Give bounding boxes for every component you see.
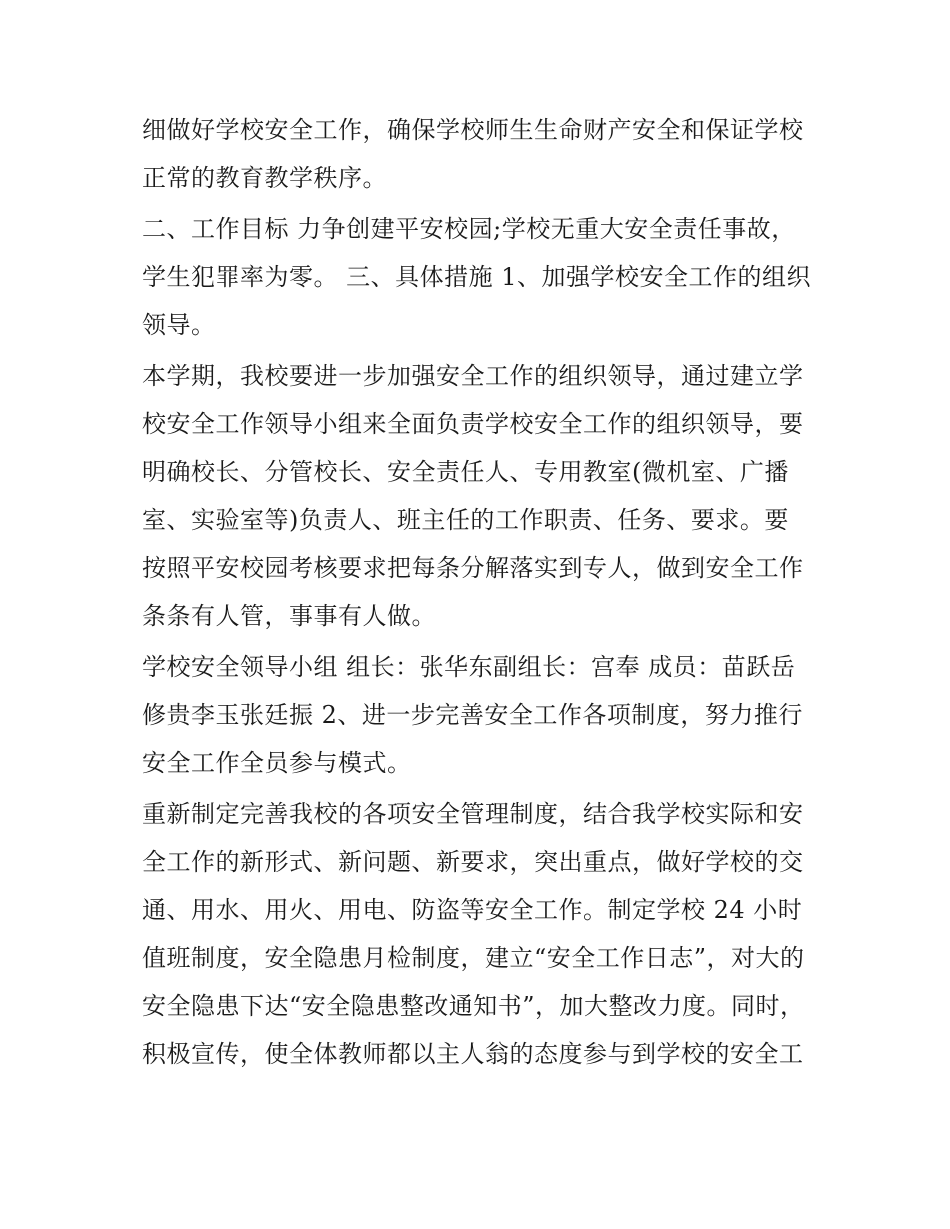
text-line: 积极宣传，使全体教师都以主人翁的态度参与到学校的安全工	[142, 1040, 804, 1068]
paragraph-3	[142, 352, 822, 640]
document-body	[142, 106, 822, 1078]
text-line: 细做好学校安全工作，确保学校师生生命财产安全和保证学校	[142, 116, 804, 144]
text-line: 学校安全领导小组 组长：张华东副组长：宫奉 成员：苗跃岳	[142, 653, 796, 681]
text-line: 重新制定完善我校的各项安全管理制度，结合我学校实际和安	[142, 800, 804, 828]
text-line: 通、用水、用火、用电、防盗等安全工作。制定学校 24 小时	[142, 896, 803, 924]
text-line: 明确校长、分管校长、安全责任人、专用教室(微机室、广播	[142, 458, 789, 486]
text-line: 安全工作全员参与模式。	[142, 749, 412, 777]
text-line: 领导。	[142, 311, 216, 339]
text-line: 室、实验室等)负责人、班主任的工作职责、任务、要求。要	[142, 506, 789, 534]
text-line: 条条有人管，事事有人做。	[142, 602, 436, 630]
text-line: 二、工作目标 力争创建平安校园;学校无重大安全责任事故，	[142, 215, 796, 243]
text-line: 值班制度，安全隐患月检制度，建立“安全工作日志”，对大的	[142, 944, 805, 972]
text-line: 按照平安校园考核要求把每条分解落实到专人，做到安全工作	[142, 554, 804, 582]
paragraph-4	[142, 643, 822, 787]
paragraph-2	[142, 205, 822, 349]
text-line: 修贵李玉张廷振 2、进一步完善安全工作各项制度，努力推行	[142, 701, 803, 729]
text-line: 正常的教育教学秩序。	[142, 164, 387, 192]
text-line: 学生犯罪率为零。 三、具体措施 1、加强学校安全工作的组织	[142, 263, 812, 291]
paragraph-5	[142, 790, 822, 1078]
text-line: 全工作的新形式、新问题、新要求，突出重点，做好学校的交	[142, 848, 804, 876]
text-line: 本学期，我校要进一步加强安全工作的组织领导，通过建立学	[142, 362, 804, 390]
paragraph-1	[142, 106, 822, 202]
text-line: 安全隐患下达“安全隐患整改通知书”，加大整改力度。同时，	[142, 992, 805, 1020]
text-line: 校安全工作领导小组来全面负责学校安全工作的组织领导，要	[142, 410, 804, 438]
